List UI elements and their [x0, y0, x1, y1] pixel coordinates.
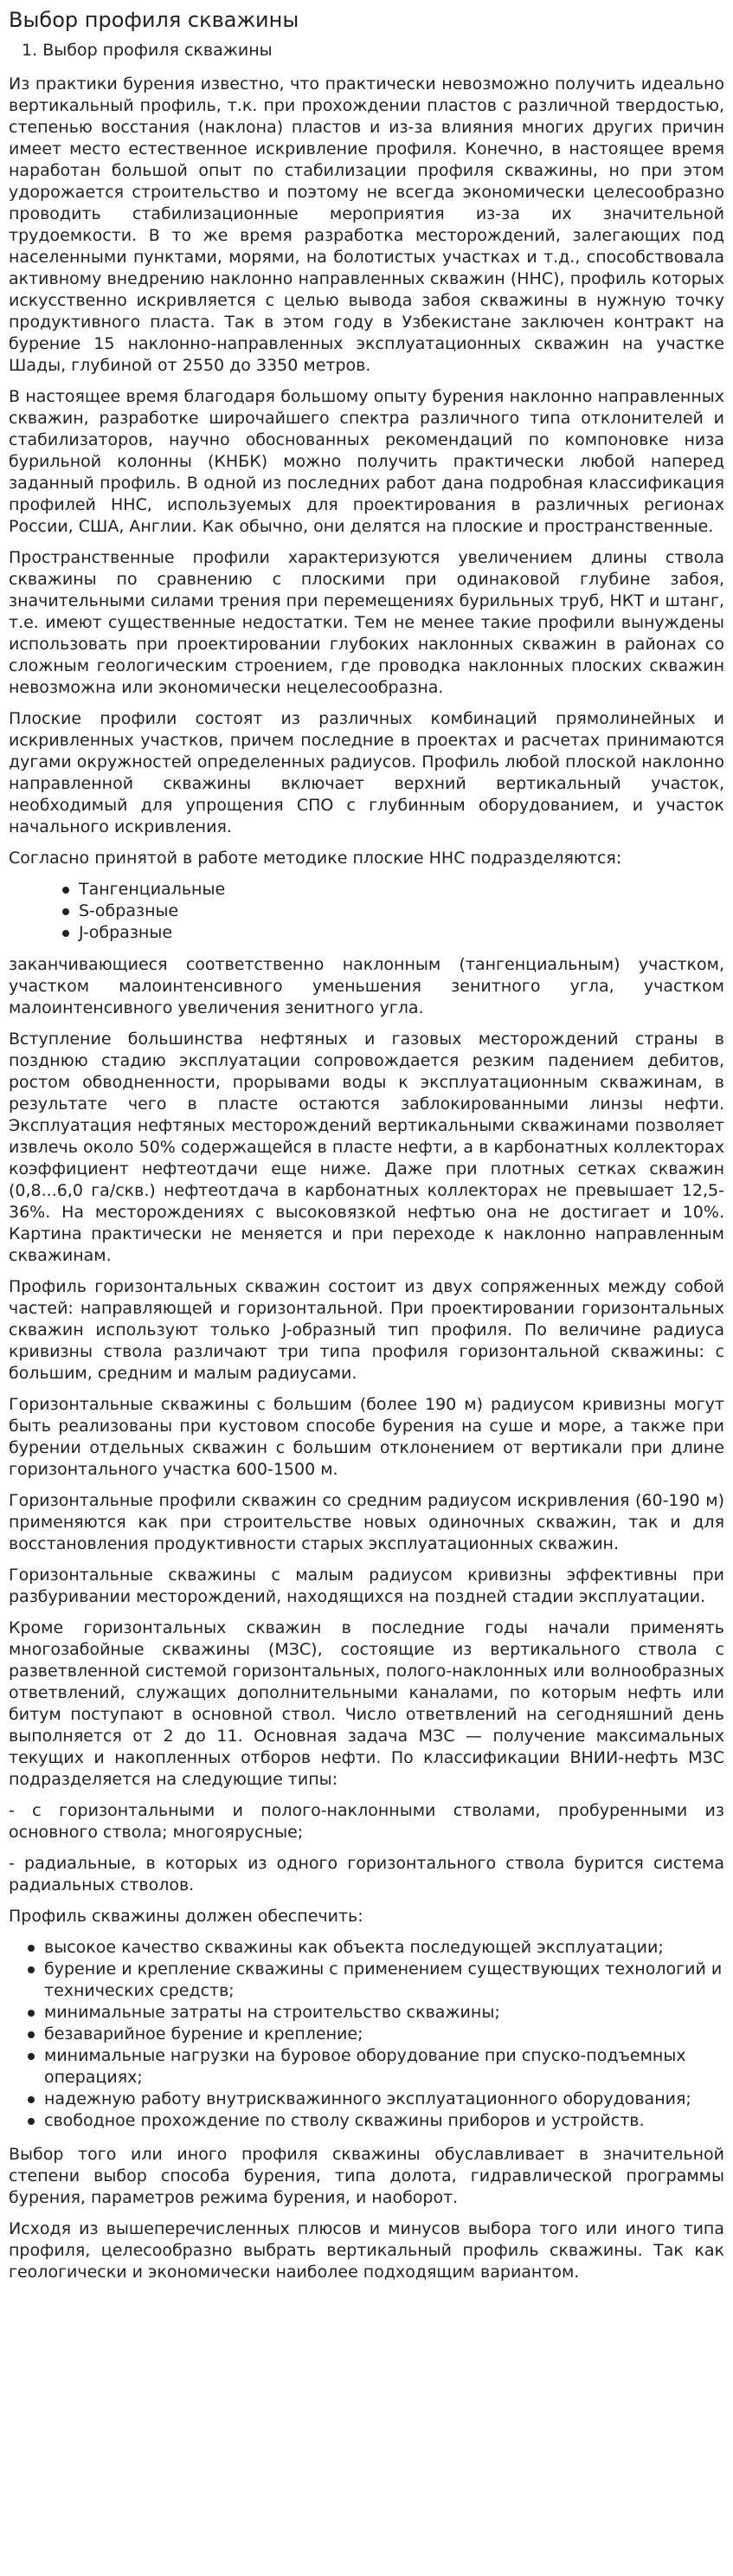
list-item: S-образные — [62, 901, 724, 922]
paragraph: заканчивающиеся соответственно наклонным (тангенциальным) участком, участком малоинтенсивного уменьшения зенитного угла, участком малоинтенсивного увеличения зенитного угла. — [9, 955, 724, 1017]
paragraph: Пространственные профили характеризуются увеличением длины ствола скважины по сравнению с плоскими при одинаковой глубине забоя, значительными силами трения при перемещениях бурильных труб, НКТ и штанг, т.е. имеют существенные недостатки. Тем не менее такие профили вынуждены использовать при проектировании глубоких наклонных скважин в районах со сложным геологическим строением, где проводка наклонных плоских скважин невозможна или экономически нецелесообразна. — [9, 548, 724, 697]
toc-item-number: 1. — [22, 41, 38, 60]
list-item: минимальные затраты на строительство скважины; — [28, 2002, 724, 2024]
paragraph: Вступление большинства нефтяных и газовых месторождений страны в позднюю стадию эксплуатации сопровождается резким падением дебитов, ростом обводненности, прорывами воды к эксплуатационным скважинам, в результате чего в пласте остаются заблокированными линзы нефти. Эксплуатация нефтяных месторождений вертикальными скважинами позволяет извлечь около 50% содержащейся в пласте нефти, а в карбонатных коллекторах коэффициент нефтеотдачи еще ниже. Даже при плотных сетках скважин (0,8...6,0 га/скв.) нефтеотдача в карбонатных коллекторах не превышает 12,5-36%. На месторождениях с высоковязкой нефтью она не достигает и 10%. Картина практически не меняется и при переходе к наклонно направленным скважинам. — [9, 1030, 724, 1265]
paragraph: Из практики бурения известно, что практически невозможно получить идеально вертикальный профиль, т.к. при прохождении пластов с различной твердостью, степенью восстания (наклона) пластов и из-за влияния многих других причин имеет место естественное искривление профиля. Конечно, в настоящее время наработан большой опыт по стабилизации профиля скважины, но при этом удорожается строительство и поэтому не всегда экономически целесообразно проводить стабилизационные мероприятия из-за их значительной трудоемкости. В то же время разработка месторождений, залегающих под населенными пунктами, морями, на болотистых участках и т.д., способствовала активному внедрению наклонно направленных скважин (ННС), профиль которых искусственно искривляется с целью вывода забоя скважины в нужную точку продуктивного пласта. Так в этом году в Узбекистане заключен контракт на бурение 15 наклонно-направленных эксплуатационных скважин на участке Шады, глубиной от 2550 до 3350 метров. — [9, 74, 724, 375]
paragraph: Согласно принятой в работе методике плоские ННС подразделяются: — [9, 849, 622, 868]
toc-item-label: Выбор профиля скважины — [42, 41, 273, 60]
list-item: Тангенциальные — [62, 879, 724, 901]
paragraph: Кроме горизонтальных скважин в последние годы начали применять многозабойные скважины (МЗС), состоящие из вертикального ствола с разветвленной системой горизонтальных, полого-наклонных или волнообразных ответвлений, служащих дополнительными каналами, по которым нефть или битум поступают в основной ствол. Число ответвлений на сегодняшний день выполняется от 2 до 11. Основная задача МЗС — получение максимальных текущих и накопленных отборов нефти. По классификации ВНИИ-нефть МЗС подразделяется на следующие типы: — [9, 1618, 724, 1789]
paragraph: Профиль горизонтальных скважин состоит из двух сопряженных между собой частей: направляющей и горизонтальной. При проектировании горизонтальных скважин используют только J-образный тип профиля. По величине радиуса кривизны ствола различают три типа профиля горизонтальной скважины: с большим, средним и малым радиусами. — [9, 1277, 724, 1383]
list-item: надежную работу внутрискважинного эксплуатационного оборудования; — [28, 2089, 724, 2110]
toc-item[interactable] — [22, 40, 724, 61]
page-title: Выбор профиля скважины — [9, 8, 299, 32]
profile-types-list — [9, 879, 724, 944]
list-item: свободное прохождение по стволу скважины приборов и устройств. — [28, 2110, 724, 2132]
list-item: J-образные — [62, 922, 724, 944]
paragraph: Горизонтальные скважины с малым радиусом кривизны эффективны при разбуривании месторождений, находящихся на поздней стадии эксплуатации. — [9, 1566, 724, 1606]
list-item: безаварийное бурение и крепление; — [28, 2024, 724, 2045]
paragraph: Плоские профили состоят из различных комбинаций прямолинейных и искривленных участков, причем последние в проектах и расчетах принимаются дугами окружностей определенных радиусов. Профиль любой плоской наклонно направленной скважины включает верхний вертикальный участок, необходимый для упрощения СПО с глубинным оборудованием, и участок начального искривления. — [9, 709, 724, 836]
list-item: бурение и крепление скважины с применением существующих технологий и технических средств; — [28, 1959, 724, 2002]
paragraph: Горизонтальные скважины с большим (более 190 м) радиусом кривизны могут быть реализованы при кустовом способе бурения на суше и море, а также при бурении отдельных скважин с большим отклонением от вертикали при длине горизонтального участка 600-1500 м. — [9, 1395, 724, 1479]
paragraph: - с горизонтальными и полого-наклонными стволами, пробуренными из основного ствола; многоярусные; — [9, 1801, 724, 1842]
paragraph: Исходя из вышеперечисленных плюсов и минусов выбора того или иного типа профиля, целесообразно выбрать вертикальный профиль скважины. Так как геологически и экономически наиболее подходящим вариантом. — [9, 2219, 724, 2282]
paragraph: Профиль скважины должен обеспечить: — [9, 1907, 363, 1926]
requirements-list — [9, 1937, 724, 2132]
paragraph: Горизонтальные профили скважин со средним радиусом искривления (60-190 м) применяются как при строительстве новых одиночных скважин, так и для восстановления продуктивности старых эксплуатационных скважин. — [9, 1491, 724, 1553]
list-item: высокое качество скважины как объекта последующей эксплуатации; — [28, 1937, 724, 1959]
table-of-contents — [9, 40, 724, 61]
list-item: минимальные нагрузки на буровое оборудование при спуско-подъемных операциях; — [28, 2045, 724, 2089]
paragraph: - радиальные, в которых из одного горизонтального ствола бурится система радиальных стволов. — [9, 1854, 724, 1895]
paragraph: В настоящее время благодаря большому опыту бурения наклонно направленных скважин, разработке широчайшего спектра различного типа отклонителей и стабилизаторов, научно обоснованных рекомендаций по компоновке низа бурильной колонны (КНБК) можно получить практически любой наперед заданный профиль. В одной из последних работ дана подробная классификация профилей ННС, используемых для проектирования в различных регионах России, США, Англии. Как обычно, они делятся на плоские и пространственные. — [9, 387, 724, 536]
paragraph: Выбор того или иного профиля скважины обуславливает в значительной степени выбор способа бурения, типа долота, гидравлической программы бурения, параметров режима бурения, и наоборот. — [9, 2145, 724, 2207]
